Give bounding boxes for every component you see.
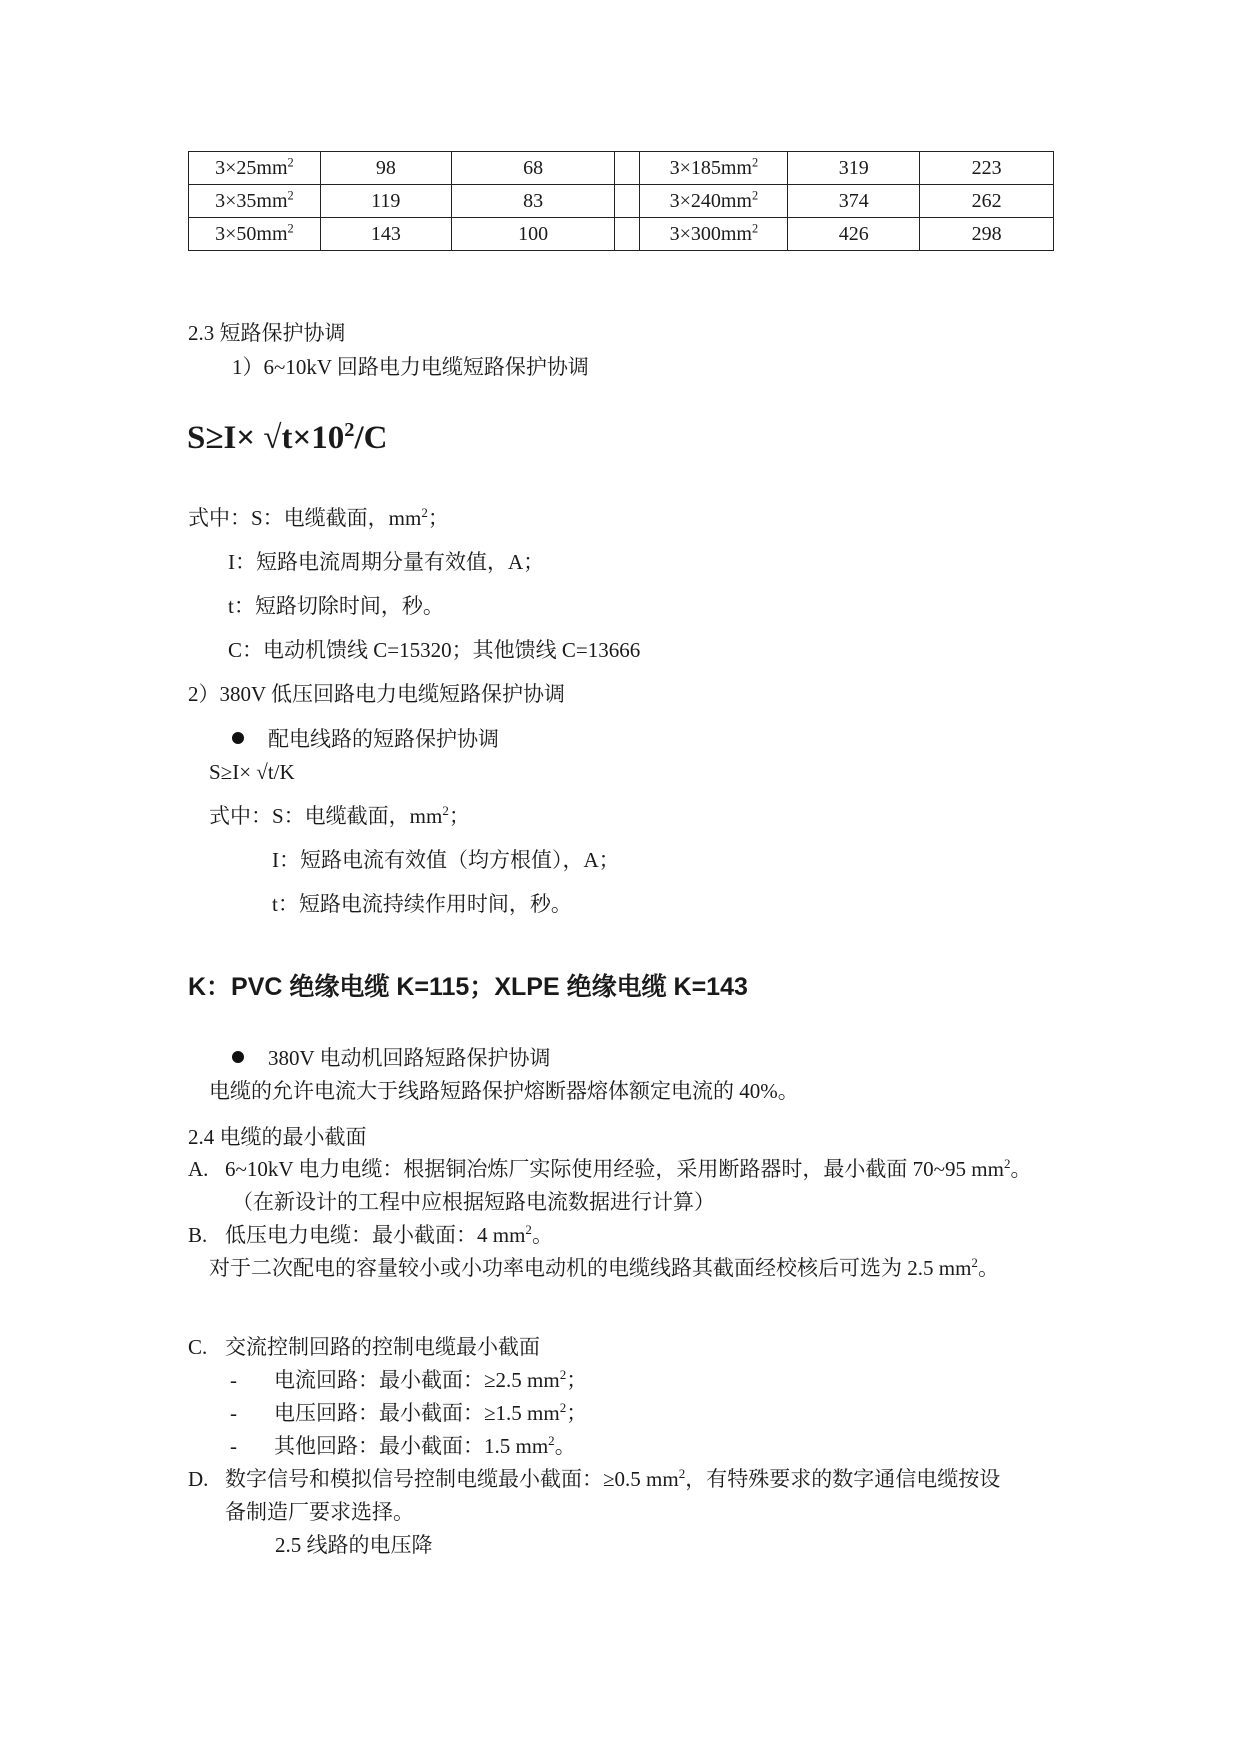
table-cell bbox=[615, 185, 640, 218]
table-cell: $3\times 185mm^2$ bbox=[640, 152, 788, 185]
bullet-motor: 380V 电动机回路短路保护协调 bbox=[232, 1045, 551, 1071]
item-b-note: 对于二次配电的容量较小或小功率电动机的电缆线路其截面经校核后可选为 2.5 $mm^2$。 bbox=[209, 1255, 999, 1280]
item-d: D. 数字信号和模拟信号控制电缆最小截面：≥0.5 $mm^2$，有特殊要求的数字通信电缆按设 bbox=[188, 1466, 1001, 1491]
table-cell: $3\times 240mm^2$ bbox=[640, 185, 788, 218]
table-row bbox=[189, 152, 1054, 185]
table-cell: 298 bbox=[920, 218, 1054, 251]
t-def: t：短路切除时间，秒。 bbox=[228, 594, 444, 618]
table-cell: 426 bbox=[788, 218, 920, 251]
i-def: I：短路电流周期分量有效值，A； bbox=[228, 550, 545, 574]
formula-short-circuit: $S\ge I\times √t\times 10^2/C$ bbox=[187, 419, 388, 456]
table-cell: 262 bbox=[920, 185, 1054, 218]
table-cell: 374 bbox=[788, 185, 920, 218]
bullet-distribution: 配电线路的短路保护协调 bbox=[232, 726, 499, 752]
table-cell: 119 bbox=[320, 185, 451, 218]
table-cell: $3\times 25mm^2$ bbox=[189, 152, 321, 185]
item-d-cont: 备制造厂要求选择。 bbox=[225, 1500, 414, 1524]
item-1-heading: 1）6~10kV 回路电力电缆短路保护协调 bbox=[232, 355, 589, 379]
item-a-note: （在新设计的工程中应根据短路电流数据进行计算） bbox=[232, 1190, 715, 1214]
item-b: B. 低压电力电缆：最小截面：4 $mm^2$。 bbox=[188, 1222, 553, 1247]
motor-rule-text: 电缆的允许电流大于线路短路保护熔断器熔体额定电流的 40%。 bbox=[209, 1079, 799, 1103]
cable-current-table bbox=[188, 151, 1054, 251]
table-cell: $3\times 35mm^2$ bbox=[189, 185, 321, 218]
table-cell: 143 bbox=[320, 218, 451, 251]
c-def: C：电动机馈线 C=15320；其他馈线 C=13666 bbox=[228, 638, 641, 662]
t2-def: t：短路电流持续作用时间，秒。 bbox=[272, 892, 572, 916]
table-cell: 100 bbox=[451, 218, 615, 251]
bullet-icon bbox=[232, 1051, 244, 1063]
k-constant-def: K：PVC 绝缘电缆 K=115；XLPE 绝缘电缆 K=143 bbox=[188, 973, 748, 1001]
bullet-icon bbox=[232, 732, 244, 744]
table-row bbox=[189, 185, 1054, 218]
table-cell: 98 bbox=[320, 152, 451, 185]
table-cell bbox=[615, 218, 640, 251]
item-c2: - 电压回路：最小截面：≥1.5 $mm^2$； bbox=[230, 1400, 588, 1425]
item-2-heading: 2）380V 低压回路电力电缆短路保护协调 bbox=[188, 682, 566, 706]
table-row bbox=[189, 218, 1054, 251]
table-cell: 68 bbox=[451, 152, 615, 185]
table-cell: 223 bbox=[920, 152, 1054, 185]
table-cell bbox=[615, 152, 640, 185]
item-c1: - 电流回路：最小截面：≥2.5 $mm^2$； bbox=[230, 1367, 588, 1392]
table-cell: $3\times 50mm^2$ bbox=[189, 218, 321, 251]
item-c: C. 交流控制回路的控制电缆最小截面 bbox=[188, 1335, 540, 1359]
table-cell: 319 bbox=[788, 152, 920, 185]
i2-def: I：短路电流有效值（均方根值），A； bbox=[272, 848, 620, 872]
table-cell: $3\times 300mm^2$ bbox=[640, 218, 788, 251]
item-a: A. 6~10kV 电力电缆：根据铜冶炼厂实际使用经验，采用断路器时，最小截面 70~95 $mm^2$。 bbox=[188, 1156, 1032, 1181]
section-2-5-title: 2.5 线路的电压降 bbox=[275, 1533, 433, 1557]
item-c3: - 其他回路：最小截面：1.5 $mm^2$。 bbox=[230, 1433, 576, 1458]
section-2-4-title: 2.4 电缆的最小截面 bbox=[188, 1125, 367, 1149]
where-s-def: 式中：S：电缆截面，$mm^2$； bbox=[188, 505, 449, 530]
formula-low-voltage: S≥I× √t/K bbox=[209, 760, 295, 784]
where2-s-def: 式中：S：电缆截面，$mm^2$； bbox=[209, 803, 470, 828]
section-2-3-title: 2.3 短路保护协调 bbox=[188, 321, 346, 345]
table-cell: 83 bbox=[451, 185, 615, 218]
